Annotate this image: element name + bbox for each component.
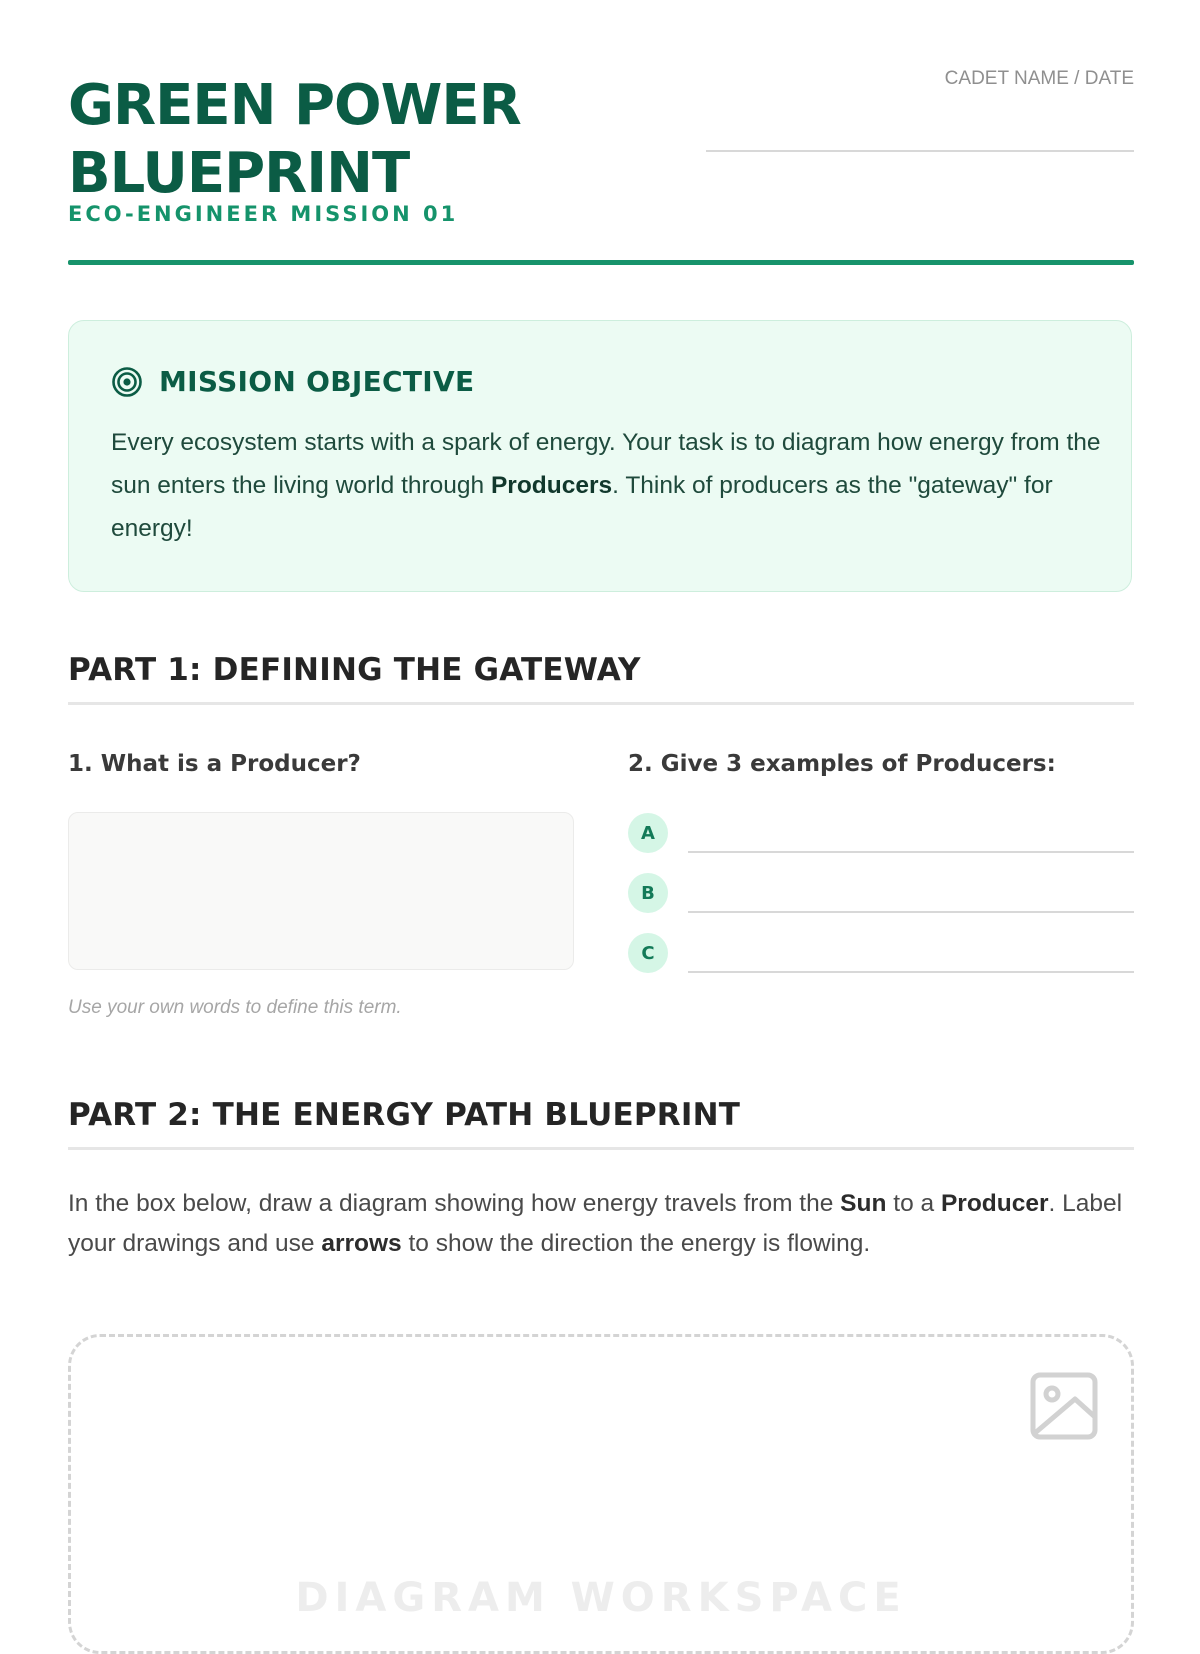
question-2-label: 2. Give 3 examples of Producers:: [628, 751, 1056, 777]
worksheet-page: [68, 0, 1134, 1621]
objective-text-part: Every ecosystem starts with a spark of energy. Your task is to diagram how energy from the sun enters the living world through: [111, 429, 1101, 499]
objective-text-part: . Think of producers as the "gateway" for energy!: [111, 472, 1053, 542]
objective-title: MISSION OBJECTIVE: [159, 365, 475, 398]
example-answer-line[interactable]: [688, 971, 1134, 973]
cadet-name-date-label: CADET NAME / DATE: [944, 68, 1134, 89]
example-answer-line[interactable]: [688, 851, 1134, 853]
instruction-text: to a: [886, 1190, 941, 1217]
example-row-b: [628, 873, 1134, 913]
mission-objective-box: [68, 320, 1132, 592]
instruction-bold: arrows: [321, 1230, 402, 1257]
objective-text-bold: Producers: [490, 472, 613, 499]
workspace-label: DIAGRAM WORKSPACE: [295, 1575, 907, 1621]
part2-title: PART 2: THE ENERGY PATH BLUEPRINT: [68, 1097, 741, 1133]
part2-divider: [68, 1147, 1134, 1150]
cadet-name-date-field[interactable]: [706, 150, 1134, 152]
part1-title: PART 1: DEFINING THE GATEWAY: [68, 652, 641, 688]
example-badge: A: [628, 813, 668, 853]
page-subtitle: ECO-ENGINEER MISSION 01: [68, 202, 459, 226]
part2-instructions: [68, 1184, 1134, 1264]
example-answer-line[interactable]: [688, 911, 1134, 913]
question-1-label: 1. What is a Producer?: [68, 751, 361, 777]
question-1-hint: Use your own words to define this term.: [68, 997, 402, 1018]
objective-text: [111, 421, 1101, 550]
image-icon: [1029, 1371, 1099, 1441]
diagram-workspace[interactable]: [68, 1334, 1134, 1654]
instruction-bold: Producer: [940, 1190, 1049, 1217]
instruction-text: . Label your drawings and use: [68, 1190, 1123, 1257]
example-badge: C: [628, 933, 668, 973]
part1-divider: [68, 702, 1134, 705]
page-title: GREEN POWER BLUEPRINT: [68, 73, 521, 206]
objective-heading: [111, 365, 474, 398]
example-row-c: [628, 933, 1134, 973]
example-row-a: [628, 813, 1134, 853]
target-icon: [111, 366, 143, 398]
example-badge: B: [628, 873, 668, 913]
header-divider: [68, 260, 1134, 265]
instruction-text: to show the direction the energy is flowing.: [401, 1230, 871, 1257]
instruction-text: In the box below, draw a diagram showing how energy travels from the: [68, 1190, 841, 1217]
producer-definition-answer-box[interactable]: [68, 812, 574, 970]
instruction-bold: Sun: [840, 1190, 887, 1217]
